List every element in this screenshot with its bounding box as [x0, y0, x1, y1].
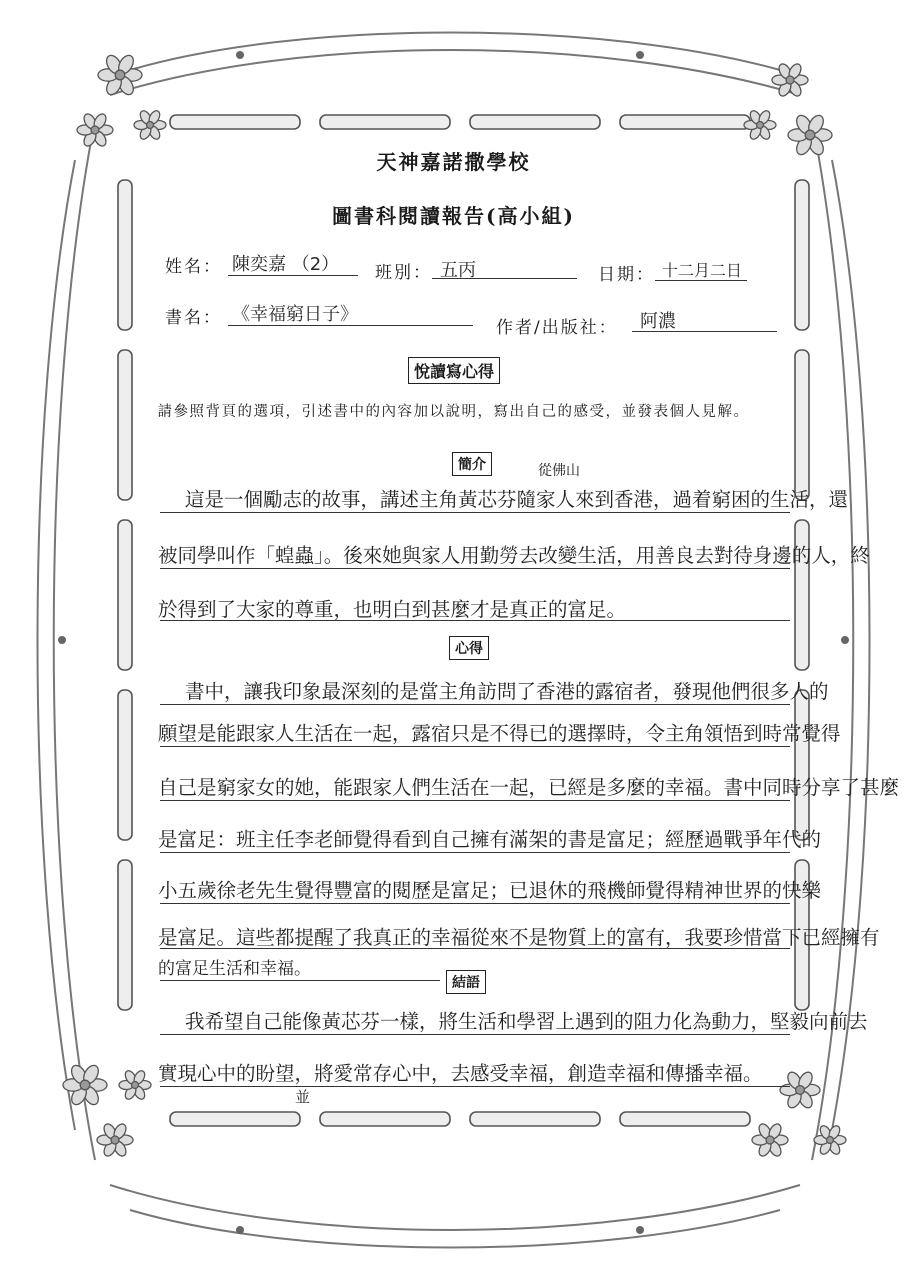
class-value: 五丙: [440, 260, 476, 281]
intro-line-3: 於得到了大家的尊重，也明白到甚麼才是真正的富足。: [158, 598, 627, 621]
intro-line-1: 這是一個勵志的故事，講述主角黃芯芬隨家人來到香港，過着窮困的生活，還: [185, 488, 849, 511]
name-label: 姓名：: [165, 257, 222, 277]
flower-ornament: [814, 1124, 846, 1156]
main-heading: 悅讀寫心得: [408, 357, 500, 384]
flower-ornament: [97, 1122, 133, 1158]
reflection-line-6: 是富足。這些都提醒了我真正的幸福從來不是物質上的富有，我要珍惜當下已經擁有: [158, 926, 880, 949]
instruction-text: 請參照背頁的選項，引述書中的內容加以說明，寫出自己的感受，並發表個人見解。: [157, 404, 750, 420]
conclusion-heading: 結語: [446, 970, 486, 994]
date-label: 日期：: [598, 265, 655, 285]
intro-insertion: 從佛山: [538, 463, 580, 479]
reflection-line-7: 的富足生活和幸福。: [158, 959, 311, 979]
class-label: 班別：: [375, 263, 432, 283]
ruled-line: [160, 852, 790, 853]
ruled-line: [160, 800, 790, 801]
ruled-line: [160, 512, 790, 513]
book-label: 書名：: [165, 308, 222, 328]
reflection-line-2: 願望是能跟家人生活在一起，露宿只是不得已的選擇時，令主角領悟到時常覺得: [158, 722, 841, 745]
ruled-line: [160, 620, 790, 621]
school-name: 天神嘉諾撒學校: [376, 150, 531, 174]
author-underline: [632, 331, 777, 332]
ruled-line: [160, 948, 790, 949]
ruled-line: [160, 568, 790, 569]
class-underline: [432, 278, 577, 279]
date-underline: [655, 280, 747, 281]
conclusion-line-1: 我希望自己能像黃芯芬一樣，將生活和學習上遇到的阻力化為動力，堅毅向前去: [185, 1010, 868, 1033]
reflection-line-1: 書中，讓我印象最深刻的是當主角訪問了香港的露宿者，發現他們很多人的: [185, 680, 829, 703]
reflection-line-3: 自己是窮家女的她，能跟家人們生活在一起，已經是多麼的幸福。書中同時分享了甚麼: [158, 776, 900, 799]
ruled-line: [160, 1086, 790, 1087]
book-value: 《幸福窮日子》: [232, 304, 358, 325]
flower-ornament: [134, 109, 166, 141]
flower-ornament: [752, 1122, 788, 1158]
author-value: 阿濃: [640, 311, 676, 332]
flower-ornament: [744, 109, 776, 141]
reflection-line-4: 是富足：班主任李老師覺得看到自己擁有滿架的書是富足；經歷過戰爭年代的: [158, 828, 822, 851]
flower-ornament: [780, 1070, 820, 1110]
flower-ornament: [119, 1069, 151, 1101]
intro-line-2: 被同學叫作「蝗蟲」。後來她與家人用勤勞去改變生活，用善良去對待身邊的人，終: [158, 544, 870, 567]
ruled-line: [160, 903, 790, 904]
ruled-line: [160, 1034, 790, 1035]
date-value: 十二月二日: [662, 261, 743, 280]
name-underline: [228, 275, 358, 276]
reflection-line-5: 小五歲徐老先生覺得豐富的閱歷是富足；已退休的飛機師覺得精神世界的快樂: [158, 879, 822, 902]
book-underline: [228, 325, 473, 326]
conclusion-line-2: 實現心中的盼望，將愛常存心中，去感受幸福，創造幸福和傳播幸福。: [158, 1062, 763, 1085]
name-value: 陳奕嘉 （2）: [232, 254, 340, 275]
report-title: 圖書科閱讀報告(高小組): [332, 204, 575, 228]
author-label: 作者/出版社：: [496, 318, 618, 338]
flower-ornament: [77, 112, 113, 148]
reflection-heading: 心得: [449, 636, 489, 660]
conclusion-insertion: 並: [295, 1088, 311, 1106]
ruled-line: [160, 980, 440, 981]
ruled-line: [160, 746, 790, 747]
intro-heading: 簡介: [452, 452, 492, 476]
ruled-line: [160, 704, 790, 705]
flower-ornament: [98, 53, 142, 97]
